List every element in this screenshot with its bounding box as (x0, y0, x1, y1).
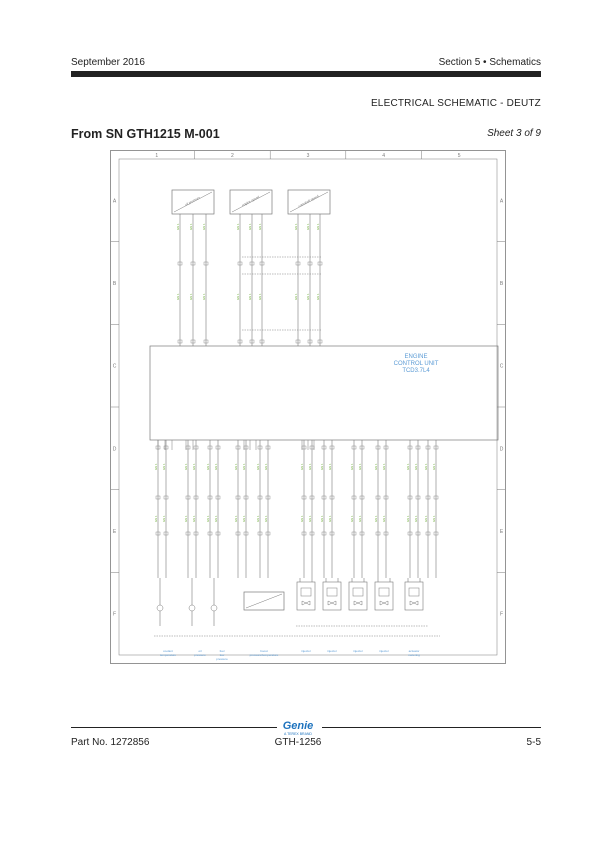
wire-label: GN 1 (247, 293, 252, 300)
valve-symbol (354, 601, 362, 605)
wire-label: GN 1 (413, 463, 418, 470)
wire-label: GN 1 (235, 293, 240, 300)
wire-label: GN 1 (201, 223, 206, 230)
wire-label: GN 1 (153, 463, 158, 470)
wire-label: GN 1 (349, 463, 354, 470)
component-label: low (219, 653, 225, 657)
row-label: D (499, 446, 504, 453)
sensor-label: camshaft speed (297, 194, 320, 209)
coil-symbol (327, 588, 337, 596)
coil-symbol (353, 588, 363, 596)
wire-label: GN 1 (247, 223, 252, 230)
wire-label: GN 1 (191, 515, 196, 522)
wire-label: GN 1 (263, 463, 268, 470)
sensor-label: engine speed (241, 194, 260, 208)
oil-pressure-switch (189, 605, 195, 611)
wire-label: GN 1 (319, 463, 324, 470)
wire-label: GN 1 (201, 293, 206, 300)
component-label: boost (260, 649, 268, 653)
fuel-low-pressure-sensor (211, 605, 217, 611)
component-label: metering (408, 653, 420, 657)
page-number: 5-5 (526, 737, 541, 748)
wire-label: GN 1 (413, 515, 418, 522)
wire-label: GN 1 (327, 515, 332, 522)
wire-label: GN 1 (349, 515, 354, 522)
component-label: coolant (163, 649, 173, 653)
wire-label: GN 1 (263, 515, 268, 522)
footer-rule-left (71, 727, 277, 728)
wire-label: GN 1 (405, 463, 410, 470)
document-title: ELECTRICAL SCHEMATIC - DEUTZ (370, 98, 541, 109)
component-label: pressure/temperature (249, 653, 279, 657)
valve-symbol (410, 601, 418, 605)
wire-label: GN 1 (315, 293, 320, 300)
wire-label: GN 1 (175, 223, 180, 230)
wire-label: GN 1 (241, 463, 246, 470)
wire-label: GN 1 (257, 293, 262, 300)
wire-label: GN 1 (381, 463, 386, 470)
ecu-label: TCD3.7L4 (402, 368, 430, 374)
coil-symbol (379, 588, 389, 596)
ecu-label: ENGINE (404, 354, 428, 360)
wire-label: GN 1 (293, 223, 298, 230)
footer-rule-right (322, 727, 541, 728)
component-label: injector (301, 649, 311, 653)
ecu-box (150, 346, 498, 440)
sheet-indicator: Sheet 3 of 9 (487, 128, 541, 139)
component-label: injector (353, 649, 363, 653)
row-label: F (112, 611, 117, 618)
wire-label: GN 1 (233, 515, 238, 522)
wire-label: GN 1 (299, 515, 304, 522)
row-label: B (112, 281, 117, 287)
row-label: C (499, 363, 504, 370)
component-label: temperature (159, 653, 177, 657)
wire-label: GN 1 (257, 223, 262, 230)
logo-tagline: A TEREX BRAND (284, 732, 312, 736)
ecu-label: CONTROL UNIT (393, 361, 439, 367)
wire-label: GN 1 (205, 463, 210, 470)
row-label: A (499, 198, 504, 205)
row-label: F (499, 611, 504, 618)
row-label: A (112, 198, 117, 205)
coil-symbol (301, 588, 311, 596)
row-label: B (499, 281, 504, 287)
schematic-drawing (110, 150, 506, 664)
row-label: E (112, 529, 117, 535)
genie-logo (278, 717, 318, 737)
valve-symbol (328, 601, 336, 605)
electrical-schematic (110, 150, 506, 664)
row-label: E (499, 529, 504, 535)
wire-label: GN 1 (213, 515, 218, 522)
wire-label: GN 1 (293, 293, 298, 300)
sensor-symbol-line (246, 594, 282, 608)
wire-label: GN 1 (307, 463, 312, 470)
component-label: injector (379, 649, 389, 653)
wire-label: GN 1 (191, 463, 196, 470)
wire-label: GN 1 (319, 515, 324, 522)
part-number: Part No. 1272856 (71, 737, 150, 748)
wire-label: GN 1 (381, 515, 386, 522)
wire-label: GN 1 (357, 463, 362, 470)
row-label: C (112, 363, 117, 370)
coil-symbol (409, 588, 419, 596)
column-label: 3 (306, 153, 310, 159)
wire-label: GN 1 (423, 463, 428, 470)
wire-label: GN 1 (305, 223, 310, 230)
wire-label: GN 1 (233, 463, 238, 470)
sensor-label: oil pressure (184, 195, 201, 207)
wire-label: GN 1 (161, 463, 166, 470)
component-label: oil (198, 649, 202, 653)
header-section: Section 5 • Schematics (438, 57, 541, 68)
logo-wordmark: Genie (282, 720, 314, 732)
wire-label: GN 1 (188, 293, 193, 300)
wire-label: GN 1 (188, 223, 193, 230)
wire-label: GN 1 (307, 515, 312, 522)
wire-label: GN 1 (241, 515, 246, 522)
wire-label: GN 1 (423, 515, 428, 522)
serial-number-heading: From SN GTH1215 M-001 (71, 127, 220, 141)
component-label: fuel (219, 649, 225, 653)
model-number: GTH-1256 (274, 737, 322, 748)
coolant-temperature-sensor (157, 605, 163, 611)
wire-label: GN 1 (183, 463, 188, 470)
wire-label: GN 1 (153, 515, 158, 522)
header-rule (71, 71, 541, 77)
column-label: 2 (231, 153, 234, 159)
component-label: injector (327, 649, 337, 653)
column-label: 5 (457, 153, 461, 159)
valve-symbol (380, 601, 388, 605)
wire-label: GN 1 (327, 463, 332, 470)
wire-label: GN 1 (305, 293, 310, 300)
wire-label: GN 1 (205, 515, 210, 522)
component-label: actuator (408, 649, 420, 653)
wire-label: GN 1 (431, 463, 436, 470)
column-label: 1 (155, 153, 159, 159)
wire-label: GN 1 (175, 293, 180, 300)
component-label: pressure (216, 657, 228, 661)
valve-symbol (302, 601, 310, 605)
wire-label: GN 1 (315, 223, 320, 230)
wire-label: GN 1 (255, 463, 260, 470)
wire-label: GN 1 (373, 463, 378, 470)
wire-label: GN 1 (213, 463, 218, 470)
header-date: September 2016 (71, 57, 145, 68)
wire-label: GN 1 (431, 515, 436, 522)
wire-label: GN 1 (235, 223, 240, 230)
component-label: pressure (194, 653, 206, 657)
inner-border (119, 159, 497, 655)
row-label: D (112, 446, 117, 453)
wire-label: GN 1 (373, 515, 378, 522)
wire-label: GN 1 (161, 515, 166, 522)
wire-label: GN 1 (357, 515, 362, 522)
column-label: 4 (382, 153, 385, 159)
wire-label: GN 1 (299, 463, 304, 470)
wire-label: GN 1 (183, 515, 188, 522)
wire-label: GN 1 (255, 515, 260, 522)
wire-label: GN 1 (405, 515, 410, 522)
